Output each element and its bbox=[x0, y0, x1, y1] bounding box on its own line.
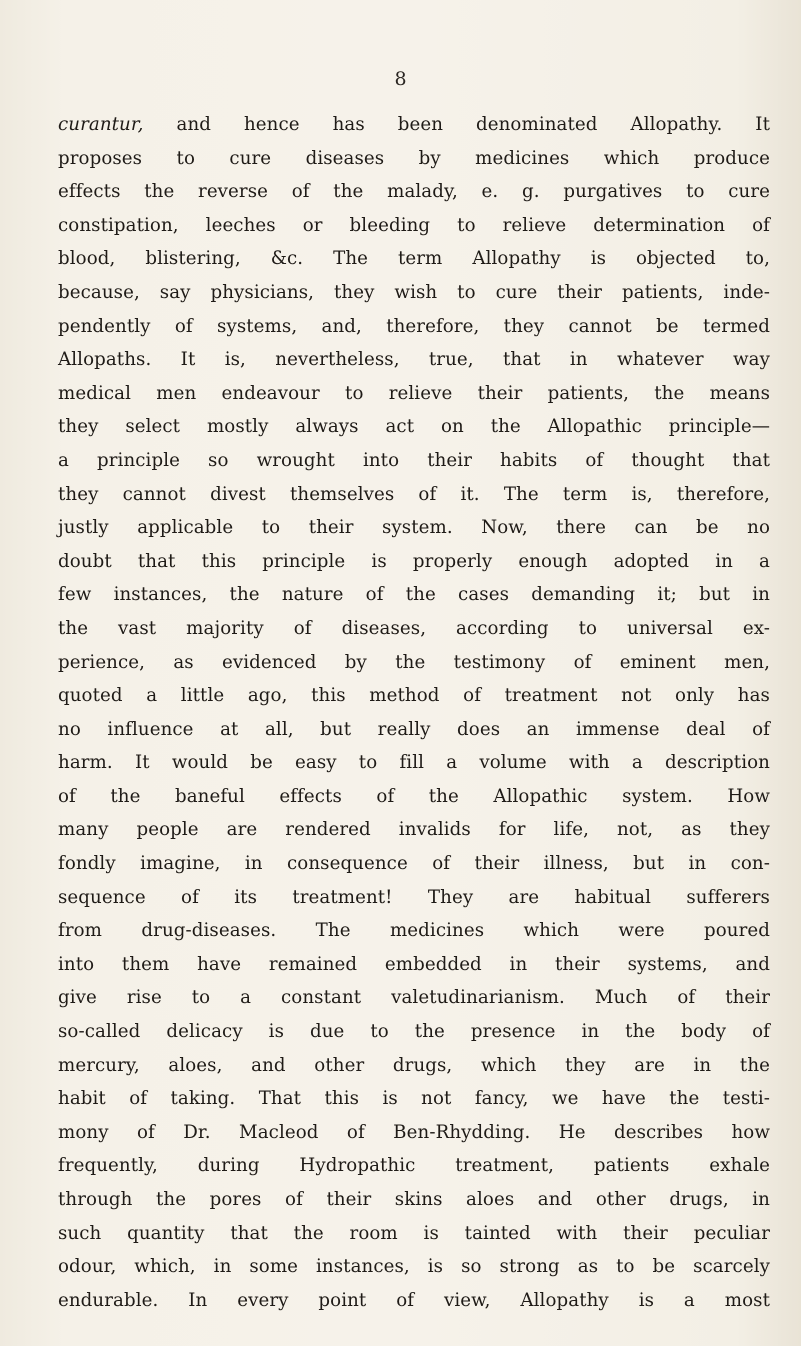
text-line: the vast majority of diseases, according to universal ex- bbox=[58, 617, 770, 639]
text-line: mercury, aloes, and other drugs, which they are in the bbox=[58, 1054, 770, 1076]
text-line: odour, which, in some instances, is so strong as to be scarcely bbox=[58, 1256, 770, 1278]
text-line: such quantity that the room is tainted with their peculiar bbox=[58, 1222, 770, 1244]
text-line: mony of Dr. Macleod of Ben-Rhydding. He describes how bbox=[58, 1121, 770, 1143]
text-line bbox=[58, 108, 770, 142]
italic-word: curantur, bbox=[58, 114, 144, 135]
text-line: doubt that this principle is properly enough adopted in a bbox=[58, 550, 770, 572]
text-line: from drug-diseases. The medicines which were poured bbox=[58, 920, 770, 942]
text-line: blood, blistering, &c. The term Allopathy is objected to, bbox=[58, 248, 770, 270]
text-line: effects the reverse of the malady, e. g. purgatives to cure bbox=[58, 181, 770, 203]
text-line: many people are rendered invalids for life, not, as they bbox=[58, 819, 770, 841]
text-line: frequently, during Hydropathic treatment, patients exhale bbox=[58, 1155, 770, 1177]
text-line: few instances, the nature of the cases demanding it; but in bbox=[58, 584, 770, 606]
text-line: justly applicable to their system. Now, there can be no bbox=[58, 517, 770, 539]
text-line: quoted a little ago, this method of treatment not only has bbox=[58, 685, 770, 707]
body-text bbox=[58, 108, 770, 1317]
text-line: through the pores of their skins aloes and other drugs, in bbox=[58, 1189, 770, 1210]
text-line: proposes to cure diseases by medicines which produce bbox=[58, 147, 770, 169]
text-line: of the baneful effects of the Allopathic system. How bbox=[58, 785, 770, 807]
text-line: a principle so wrought into their habits of thought that bbox=[58, 449, 770, 471]
text-line: into them have remained embedded in their systems, and bbox=[58, 953, 770, 975]
text-line: give rise to a constant valetudinarianism. Much of their bbox=[58, 987, 770, 1009]
text-line: medical men endeavour to relieve their patients, the means bbox=[58, 382, 770, 404]
text-line: habit of taking. That this is not fancy, we have the testi- bbox=[58, 1088, 770, 1110]
text-line: fondly imagine, in consequence of their illness, but in con- bbox=[58, 853, 770, 875]
text-line: pendently of systems, and, therefore, they cannot be termed bbox=[58, 315, 770, 337]
text-line: they cannot divest themselves of it. The term is, therefore, bbox=[58, 483, 770, 505]
text-line-rest: and hence has been denominated Allopathy. It bbox=[176, 114, 770, 135]
text-line: no influence at all, but really does an immense deal of bbox=[58, 718, 770, 740]
text-line: sequence of its treatment! They are habitual sufferers bbox=[58, 886, 770, 908]
text-line: perience, as evidenced by the testimony of eminent men, bbox=[58, 651, 770, 673]
text-line: endurable. In every point of view, Allopathy is a most bbox=[58, 1289, 770, 1311]
text-line: so-called delicacy is due to the presence in the body of bbox=[58, 1021, 770, 1043]
text-line: harm. It would be easy to fill a volume with a description bbox=[58, 752, 770, 774]
page-number: 8 bbox=[394, 68, 407, 90]
text-line: they select mostly always act on the Allopathic principle— bbox=[58, 416, 770, 438]
text-line: constipation, leeches or bleeding to relieve determination of bbox=[58, 214, 770, 236]
text-line: because, say physicians, they wish to cure their patients, inde- bbox=[58, 281, 770, 303]
text-line: Allopaths. It is, nevertheless, true, that in whatever way bbox=[58, 349, 770, 371]
